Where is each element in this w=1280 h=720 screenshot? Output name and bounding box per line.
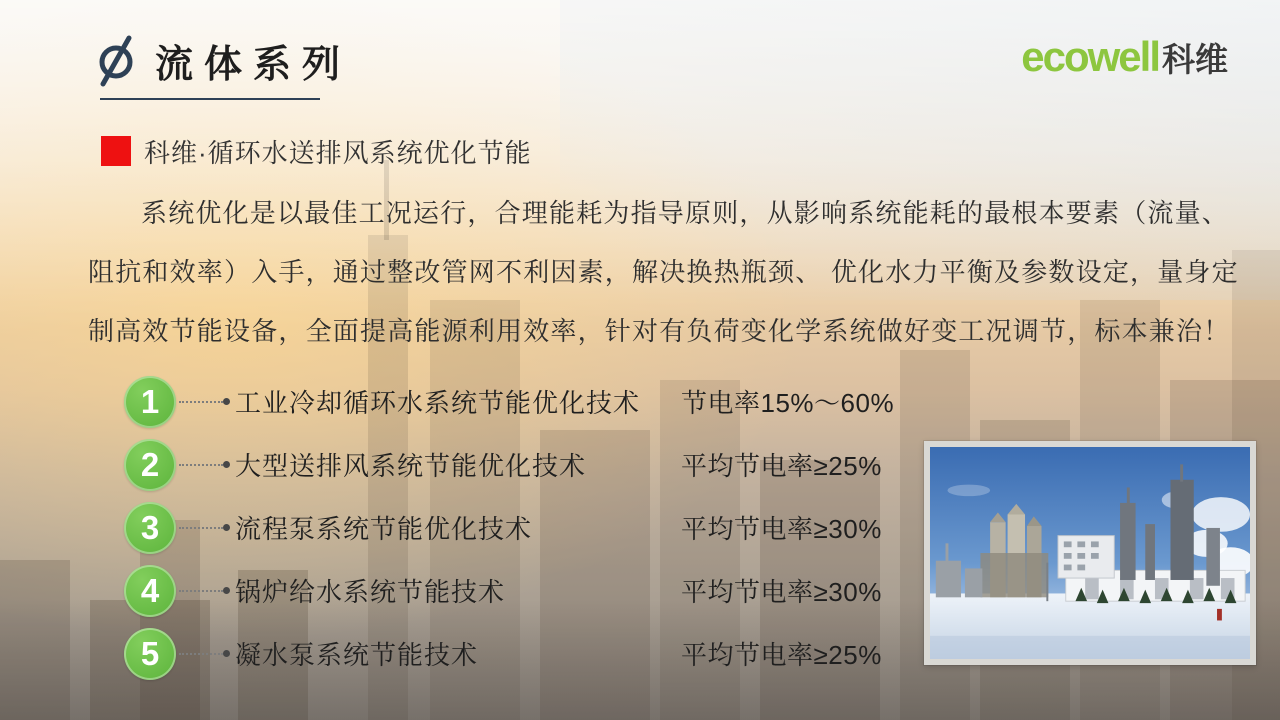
item-title: 凝水泵系统节能技术 [235,640,479,670]
company-logo [1021,33,1228,80]
item-number-badge: 3 [124,502,176,554]
dashed-connector [179,590,223,592]
list-item [124,622,924,685]
item-number-badge: 4 [124,565,176,617]
list-item [124,370,924,433]
list-item [124,496,924,559]
list-item [124,433,924,496]
dashed-connector [179,653,223,655]
connector-dot [223,461,230,468]
item-saving-rate: 平均节电率≥25% [681,640,882,670]
plant-photo [924,441,1256,665]
red-square-bullet [101,136,131,166]
plant-photo-illustration [930,447,1250,659]
technology-list [124,370,924,685]
section-heading [101,134,532,168]
list-item [124,559,924,622]
section-heading-text: 科维·循环水送排风系统优化节能 [144,137,532,168]
diameter-icon [95,32,141,88]
connector-dot [223,650,230,657]
item-saving-rate: 平均节电率≥30% [681,577,882,607]
item-number-badge: 2 [124,439,176,491]
item-number-badge: 1 [124,376,176,428]
title-block [95,32,351,88]
title-underline [100,98,320,100]
item-saving-rate: 平均节电率≥25% [681,451,882,481]
paragraph-line: 系统优化是以最佳工况运行，合理能耗为指导原则，从影响系统能耗的最根本要素（流量、 [141,198,1230,228]
logo-suffix-text: 科维 [1162,41,1228,78]
logo-brand-text: ecowell [1021,33,1159,80]
page-title: 流体系列 [155,43,352,86]
dashed-connector [179,527,223,529]
connector-dot [223,524,230,531]
item-title: 流程泵系统节能优化技术 [235,514,533,544]
dashed-connector [179,401,223,403]
connector-dot [223,587,230,594]
intro-paragraph [88,184,1240,361]
paragraph-line: 阻抗和效率）入手，通过整改管网不利因素，解决换热瓶颈、 优化水力平衡及参数设定，量身定 [88,257,1239,287]
dashed-connector [179,464,223,466]
item-title: 锅炉给水系统节能技术 [235,577,506,607]
item-number-badge: 5 [124,628,176,680]
item-saving-rate: 节电率15%～60% [681,388,895,418]
paragraph-line: 制高效节能设备，全面提高能源利用效率，针对有负荷变化学系统做好变工况调节，标本兼治！ [88,316,1231,346]
item-title: 大型送排风系统节能优化技术 [235,451,587,481]
item-title: 工业冷却循环水系统节能优化技术 [235,388,641,418]
item-saving-rate: 平均节电率≥30% [681,514,882,544]
connector-dot [223,398,230,405]
